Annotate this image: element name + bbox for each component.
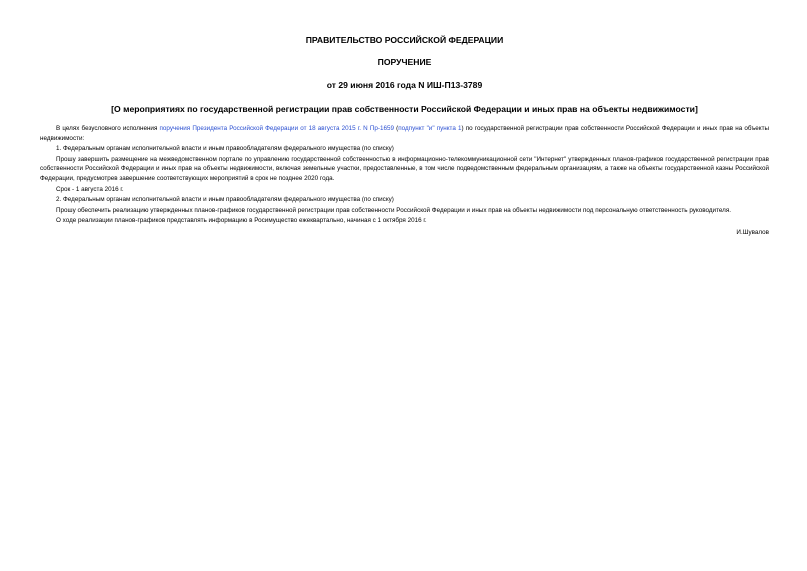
item1-deadline: Срок - 1 августа 2016 г. bbox=[56, 185, 124, 193]
item1-heading: 1. Федеральным органам исполнительной власти и иным правообладателям федерального имущества (по списку) bbox=[56, 145, 394, 153]
intro-text-mid: ( bbox=[393, 125, 399, 132]
document-type: ПОРУЧЕНИЕ bbox=[377, 57, 432, 67]
signature: И.Шувалов bbox=[736, 228, 769, 236]
item2-heading: 2. Федеральным органам исполнительной власти и иным правообладателям федерального имущества (по списку) bbox=[56, 196, 394, 204]
item2-text: Прошу обеспечить реализацию утвержденных планов-графиков государственной регистрации прав собственности Российской Федерации и иных прав на объекты недвижимости под персональную ответственность руководителя. bbox=[56, 206, 732, 214]
intro-text-end: ) по государственной регистрации прав собственности Российской Федерации и иных прав на объекты недвижимости: bbox=[40, 125, 769, 142]
document-body bbox=[40, 124, 769, 226]
item1-text: Прошу завершить размещение на межведомственном портале по управлению государственной собственностью в информационно-телекоммуникационной сети "Интернет" утвержденных планов-графиков государственной регистрации прав собственности Российской Федерации и иных прав на объекты недвижимости, включая земельные участки, предоставленные, в том числе подведомственным федеральным организациям, а также на объекты государственной казны Российской Федерации, предусмотрев завершение соответствующих мероприятий в срок не позднее 2020 года. bbox=[40, 155, 769, 182]
government-heading: ПРАВИТЕЛЬСТВО РОССИЙСКОЙ ФЕДЕРАЦИИ bbox=[305, 35, 504, 45]
intro-text-start: В целях безусловного исполнения bbox=[56, 125, 160, 132]
closing-paragraph: О ходе реализации планов-графиков представлять информацию в Росимущество ежеквартально, начиная с 1 октября 2016 г. bbox=[56, 217, 427, 225]
subparagraph-link[interactable]: подпункт "и" пункта 1 bbox=[398, 125, 462, 132]
title-block bbox=[40, 35, 769, 114]
document-date-number: от 29 июня 2016 года N ИШ-П13-3789 bbox=[326, 80, 483, 90]
intro-paragraph bbox=[40, 124, 769, 143]
document-subject: [О мероприятиях по государственной регистрации прав собственности Российской Федерации и иных прав на объекты недвижимости] bbox=[111, 104, 698, 114]
presidential-order-link[interactable]: поручения Президента Российской Федерации от 18 августа 2015 г. N Пр-1659 bbox=[159, 125, 394, 132]
